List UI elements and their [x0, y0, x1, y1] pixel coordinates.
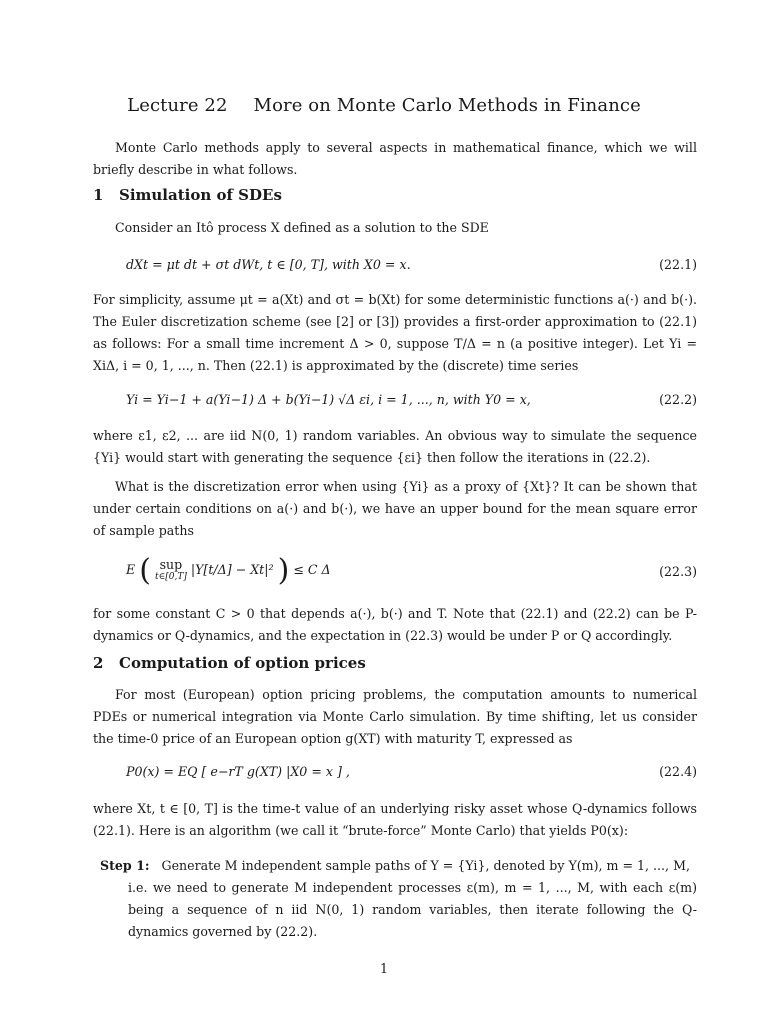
equation-number: (22.4) — [659, 764, 697, 779]
lecture-title — [0, 95, 768, 116]
intro-paragraph: Monte Carlo methods apply to several aspects in mathematical finance, which we will briefly describe in what follows. — [93, 140, 697, 177]
step-label: Step 1: — [100, 858, 150, 873]
section-title: Simulation of SDEs — [119, 186, 282, 204]
section-2-heading — [93, 654, 366, 672]
section-number: 1 — [93, 186, 104, 204]
sup-operator: sup — [159, 556, 183, 572]
section-1-paragraph-1: Consider an Itô process X defined as a solution to the SDE — [115, 220, 489, 235]
step-body: i.e. we need to generate M independent processes ε(m), m = 1, ..., M, with each ε(m) being a sequence of n iid N(0, 1) random variables, then iterate following the Q-dynamics governed by (22.2). — [128, 880, 697, 939]
equation-number: (22.3) — [659, 564, 697, 579]
equation-number: (22.2) — [659, 392, 697, 407]
left-paren: ( — [139, 553, 151, 588]
equation-body: dXt = μt dt + σt dWt, t ∈ [0, T], with X0 = x. — [126, 257, 411, 272]
section-1-paragraph-5: for some constant C > 0 that depends a(·), b(·) and T. Note that (22.1) and (22.2) can be P-dynamics or Q-dynamics, and the expectation in (22.3) would be under P or Q accordingly. — [93, 606, 697, 643]
lecture-topic: More on Monte Carlo Methods in Finance — [253, 95, 641, 116]
algorithm-step-1 — [100, 855, 697, 943]
section-1-paragraph-2: For simplicity, assume μt = a(Xt) and σt = b(Xt) for some deterministic functions a(·) and b(·). The Euler discretization scheme (see [2] or [3]) provides a first-order approximation to (22.1) as follows: For a small time increment Δ > 0, suppose T/Δ = n (a positive integer). Let Yi = XiΔ, i = 0, 1, ..., n. Then (22.1) is approximated by the (discrete) time series — [93, 292, 697, 373]
supremum — [154, 556, 187, 583]
equation-22-2 — [126, 392, 697, 407]
sup-range: t∈[0,T] — [154, 571, 187, 582]
equation-22-1 — [126, 257, 697, 272]
lecture-number: Lecture 22 — [127, 95, 228, 116]
section-1-paragraph-4: What is the discretization error when using {Yi} as a proxy of {Xt}? It can be shown that under certain conditions on a(·) and b(·), we have an upper bound for the mean square error of sample paths — [93, 479, 697, 538]
error-term: |Y[t/Δ] − Xt|² — [190, 562, 274, 577]
bound-term: ≤ C Δ — [293, 562, 331, 577]
expectation-symbol: E — [126, 562, 136, 577]
right-paren: ) — [277, 553, 290, 588]
step-first-line: Generate M independent sample paths of Y = {Yi}, denoted by Y(m), m = 1, ..., M, — [161, 858, 690, 873]
section-1-heading — [93, 186, 282, 204]
section-2-paragraph-1: For most (European) option pricing problems, the computation amounts to numerical PDEs or numerical integration via Monte Carlo simulation. By time shifting, let us consider the time-0 price of an European option g(XT) with maturity T, expressed as — [93, 687, 697, 746]
equation-body: Yi = Yi−1 + a(Yi−1) Δ + b(Yi−1) √Δ εi, i = 1, ..., n, with Y0 = x, — [126, 392, 531, 407]
equation-22-3 — [126, 553, 697, 588]
section-title: Computation of option prices — [119, 654, 366, 672]
equation-number: (22.1) — [659, 257, 697, 272]
section-number: 2 — [93, 654, 104, 672]
page-number: 1 — [379, 961, 388, 976]
equation-22-4 — [126, 764, 697, 779]
section-2-paragraph-2: where Xt, t ∈ [0, T] is the time-t value of an underlying risky asset whose Q-dynamics follows (22.1). Here is an algorithm (we call it “brute-force” Monte Carlo) that yields P0(x): — [93, 801, 697, 838]
equation-body: P0(x) = EQ [ e−rT g(XT) |X0 = x ] , — [126, 764, 350, 779]
section-1-paragraph-3: where ε1, ε2, ... are iid N(0, 1) random variables. An obvious way to simulate the sequence {Yi} would start with generating the sequence {εi} then follow the iterations in (22.2). — [93, 428, 697, 465]
